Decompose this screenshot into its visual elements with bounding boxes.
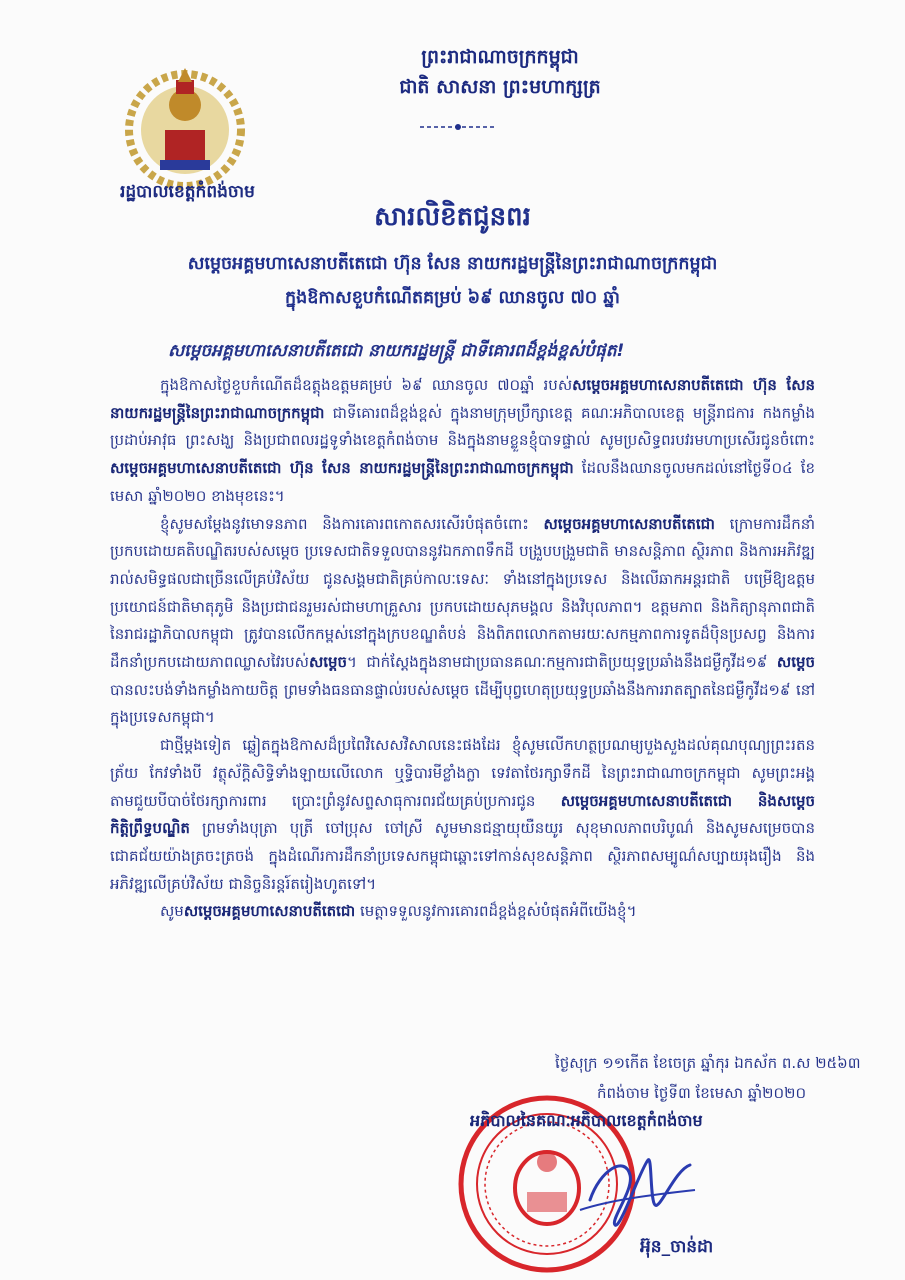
p4-honoree: សម្តេចអគ្គមហាសេនាបតីតេជោ <box>183 902 356 921</box>
document-title: សារលិខិតជូនពរ <box>374 202 531 232</box>
p2-honoree-2: សម្តេច <box>308 653 348 672</box>
p1-text-3: ដែលនឹងឈានចូលមកដល់នៅថ្ងៃទី០៤ ខែមេសា ឆ្នាំ២០២០ ខាងមុខនេះ។ <box>110 459 816 505</box>
paragraph-1 <box>110 372 815 511</box>
divider-ornament <box>418 120 498 134</box>
national-motto: ជាតិ សាសនា ព្រះមហាក្សត្រ <box>399 76 601 98</box>
kingdom-header <box>300 42 700 102</box>
letter-body <box>110 372 815 926</box>
p3-honorees: សម្តេចអគ្គមហាសេនាបតីតេជោ និងសម្តេចកិត្តិព្រឹទ្ធបណ្ឌិត <box>110 791 815 838</box>
p3-text: ជាថ្មីម្តងទៀត ឆ្លៀតក្នុងឱកាសដ៏ប្រពៃវិសេសវិសាលនេះផងដែរ ខ្ញុំសូមលើកហត្ថប្រណម្យបួងសួងដល់គុណបុណ្យព្រះរតនត្រ័យ កែវទាំងបី វត្ថុស័ក្តិសិទ្ធិទាំងឡាយលើលោក ឬទ្ធិបារមីខ្លាំងក្លា ទេវតាថែរក្សាទឹកដី នៃព្រះរាជាណាចក្រកម្ពុជា សូមព្រះអង្គតាមជួយបីបាច់ថែរក្សាការពារ ប្រោះព្រំនូវសព្ទសាធុការពរជ័យគ្រប់ប្រការជូន <box>110 736 815 810</box>
p2-text-4: បានលះបង់ទាំងកម្លាំងកាយចិត្ត ព្រមទាំងធនធានផ្ទាល់របស់សម្តេច ដើម្បីបុព្វហេតុប្រយុទ្ធប្រឆាំងនឹងការរាតត្បាតនៃជម្ងឺកូវីដ១៩ នៅក្នុងប្រទេសកម្ពុជា។ <box>110 680 815 727</box>
kingdom-name: ព្រះរាជាណាចក្រកម្ពុជា <box>421 46 579 68</box>
paragraph-3 <box>110 732 815 898</box>
handwritten-signature <box>570 1130 700 1250</box>
p1-honoree: សម្តេចអគ្គមហាសេនាបតីតេជោ ហ៊ុន សែន នាយករដ្ឋមន្ត្រីនៃព្រះរាជាណាចក្រកម្ពុជា <box>110 376 815 422</box>
p1-honoree-2: សម្តេចអគ្គមហាសេនាបតីតេជោ ហ៊ុន សែន នាយករដ្ឋមន្ត្រីនៃព្រះរាជាណាចក្រកម្ពុជា <box>110 459 574 478</box>
subtitle-recipient: សម្តេចអគ្គមហាសេនាបតីតេជោ ហ៊ុន សែន នាយករដ្ឋមន្ត្រីនៃព្រះរាជាណាចក្រកម្ពុជា <box>187 254 718 274</box>
p2-honoree: សម្តេចអគ្គមហាសេនាបតីតេជោ <box>543 514 715 533</box>
paragraph-4 <box>110 898 815 926</box>
signer-name: អ៊ុន_ចាន់ដា <box>640 1237 714 1257</box>
p1-text-2: ជាទីគោរពដ៏ខ្ពង់ខ្ពស់ ក្នុងនាមក្រុមប្រឹក្សាខេត្ត គណៈអភិបាលខេត្ត មន្ត្រីរាជការ កងកម្លាំងប្រដាប់អាវុធ ព្រះសង្ឃ និងប្រជាពលរដ្ឋទូទាំងខេត្តកំពង់ចាម និងក្នុងនាមខ្លួនខ្ញុំបាទផ្ទាល់ សូមប្រសិទ្ធពរបវរមហាប្រសើរជូនចំពោះ <box>110 403 815 450</box>
p2-text-3: ។ ជាក់ស្តែងក្នុងនាមជាប្រធានគណៈកម្មការជាតិប្រយុទ្ធប្រឆាំងនឹងជម្ងឺកូវីដ១៩ <box>347 653 777 672</box>
p2-text: ខ្ញុំសូមសម្តែងនូវមោទនភាព និងការគោរពកោតសរសើរបំផុតចំពោះ <box>160 514 544 533</box>
p4-text-2: មេត្តាទទួលនូវការគោរពដ៏ខ្ពង់ខ្ពស់បំផុតអំពីយើងខ្ញុំ។ <box>355 902 637 921</box>
salutation: សម្តេចអគ្គមហាសេនាបតីតេជោ នាយករដ្ឋមន្ត្រី ជាទីគោរពដ៏ខ្ពង់ខ្ពស់បំផុត! <box>168 341 625 361</box>
p2-text-2: ក្រោមការដឹកនាំប្រកបដោយគតិបណ្ឌិតរបស់សម្តេច ប្រទេសជាតិទទួលបាននូវឯកភាពទឹកដី បង្រួបបង្រួមជាតិ មានសន្តិភាព ស្ថិរភាព និងការអភិវឌ្ឍរាល់សមិទ្ធផលជាច្រើនលើគ្រប់វិស័យ ជូនសង្គមជាតិគ្រប់កាលៈទេសៈ ទាំងនៅក្នុងប្រទេស និងលើឆាកអន្តរជាតិ បម្រើឱ្យឧត្តមប្រយោជន៍ជាតិមាតុភូមិ និងប្រជាជនរួមរស់ជាមហាគ្រួសារ ប្រកបដោយសុភមង្គល និងវិបុលភាព។ ឧត្តមភាព និងកិត្យានុភាពជាតិ នៃរាជរដ្ឋាភិបាលកម្ពុជា ត្រូវបានលើកកម្ពស់នៅក្នុងក្របខណ្ឌតំបន់ និងពិភពលោកតាមរយៈសកម្មភាពការទូតដ៏ប៉ិនប្រសព្វ និងការដឹកនាំប្រកបដោយភាពឈ្លាសវៃរបស់ <box>110 514 815 672</box>
agency-name: រដ្ឋបាលខេត្តកំពង់ចាម <box>120 182 255 202</box>
p4-text: សូម <box>160 902 184 921</box>
date-lunar: ថ្ងៃសុក្រ ១១កើត ខែចេត្រ ឆ្នាំកុរ ឯកស័ក ព.ស ២៥៦៣ <box>555 1054 861 1072</box>
ministry-emblem <box>118 60 253 190</box>
subtitle-occasion: ក្នុងឱកាសខួបកំណើតគម្រប់ ៦៩ ឈានចូល ៧០ ឆ្នាំ <box>285 288 620 308</box>
paragraph-2 <box>110 511 815 733</box>
p3-text-2: ព្រមទាំងបុត្រា បុត្រី ចៅប្រុស ចៅស្រី សូមមានជន្មាយុយឺនយូរ សុខុមាលភាពបរិបូណ៌ និងសូមសម្រេចបានជោគជ័យយ៉ាងត្រចះត្រចង់ ក្នុងដំណើរការដឹកនាំប្រទេសកម្ពុជាឆ្ពោះទៅកាន់សុខសន្តិភាព ស្ថិរភាពសម្បូណ៌សប្បាយរុងរឿង និងអភិវឌ្ឍលើគ្រប់វិស័យ ជានិច្ចនិរន្តរ៍តរៀងហូតទៅ។ <box>110 819 815 893</box>
signing-office: អភិបាលនៃគណៈអភិបាលខេត្តកំពង់ចាម <box>470 1111 703 1130</box>
date-place: កំពង់ចាម ថ្ងៃទី៣ ខែមេសា ឆ្នាំ២០២០ <box>597 1084 807 1102</box>
p1-text: ក្នុងឱកាសថ្ងៃខួបកំណើតដ៏ឧត្តុងឧត្តមគម្រប់ ៦៩ ឈានចូល ៧០ឆ្នាំ របស់ <box>160 376 573 394</box>
p2-honoree-3: សម្តេច <box>776 653 815 672</box>
